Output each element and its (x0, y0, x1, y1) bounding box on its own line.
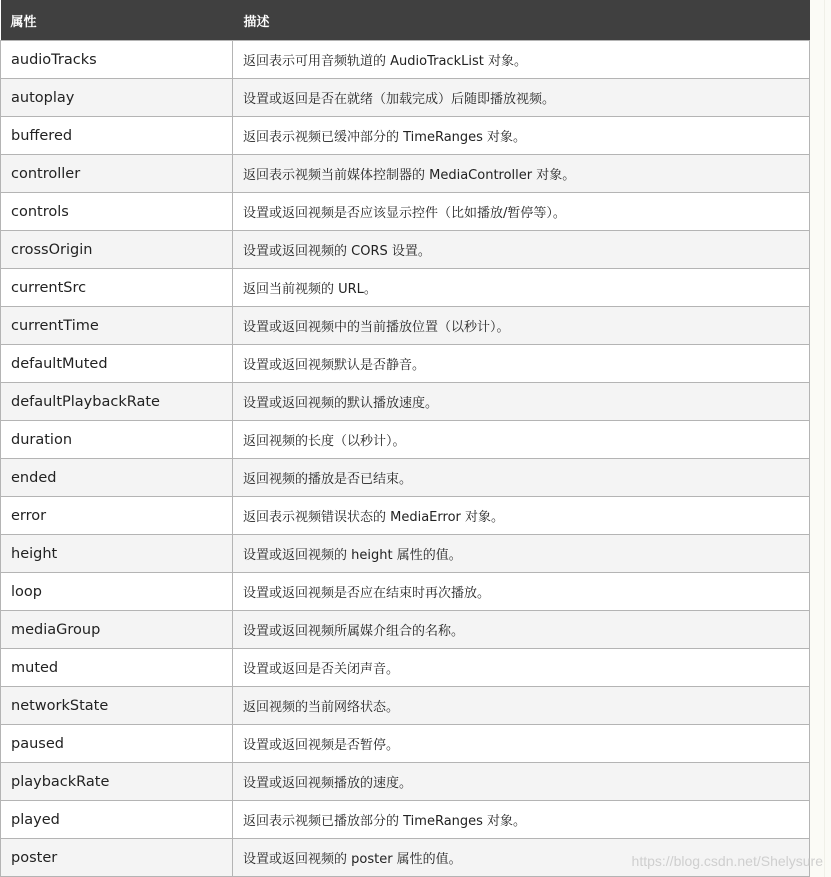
property-name: played (1, 801, 233, 839)
property-name: currentSrc (1, 269, 233, 307)
property-name: height (1, 535, 233, 573)
property-name: crossOrigin (1, 231, 233, 269)
property-name: duration (1, 421, 233, 459)
property-name: controller (1, 155, 233, 193)
property-description: 返回表示视频当前媒体控制器的 MediaController 对象。 (233, 155, 810, 193)
table-row (1, 193, 810, 231)
property-name: audioTracks (1, 41, 233, 79)
property-name: mediaGroup (1, 611, 233, 649)
table-row (1, 117, 810, 155)
property-description: 设置或返回视频中的当前播放位置（以秒计）。 (233, 307, 810, 345)
property-name: playbackRate (1, 763, 233, 801)
table-row (1, 269, 810, 307)
table-row (1, 611, 810, 649)
header-property: 属性 (1, 0, 233, 41)
property-name: networkState (1, 687, 233, 725)
property-name: error (1, 497, 233, 535)
table-header-row (1, 0, 810, 41)
page-divider (824, 0, 825, 877)
table-row (1, 687, 810, 725)
property-name: controls (1, 193, 233, 231)
table-row (1, 535, 810, 573)
table-row (1, 421, 810, 459)
table-row (1, 763, 810, 801)
property-name: defaultPlaybackRate (1, 383, 233, 421)
property-name: muted (1, 649, 233, 687)
property-description: 设置或返回视频是否应该显示控件（比如播放/暂停等）。 (233, 193, 810, 231)
table-row (1, 307, 810, 345)
property-description: 返回当前视频的 URL。 (233, 269, 810, 307)
table-row (1, 155, 810, 193)
property-description: 返回视频的当前网络状态。 (233, 687, 810, 725)
property-description: 设置或返回视频的 height 属性的值。 (233, 535, 810, 573)
property-description: 设置或返回视频的默认播放速度。 (233, 383, 810, 421)
property-description: 返回表示可用音频轨道的 AudioTrackList 对象。 (233, 41, 810, 79)
table-row (1, 79, 810, 117)
property-description: 设置或返回视频是否应在结束时再次播放。 (233, 573, 810, 611)
property-description: 设置或返回是否在就绪（加载完成）后随即播放视频。 (233, 79, 810, 117)
property-name: autoplay (1, 79, 233, 117)
property-description: 设置或返回视频播放的速度。 (233, 763, 810, 801)
table-row (1, 383, 810, 421)
property-description: 返回视频的长度（以秒计）。 (233, 421, 810, 459)
property-name: poster (1, 839, 233, 877)
table-row (1, 649, 810, 687)
property-description: 返回表示视频已播放部分的 TimeRanges 对象。 (233, 801, 810, 839)
table-row (1, 725, 810, 763)
property-description: 设置或返回视频所属媒介组合的名称。 (233, 611, 810, 649)
property-name: currentTime (1, 307, 233, 345)
property-description: 返回表示视频已缓冲部分的 TimeRanges 对象。 (233, 117, 810, 155)
header-description: 描述 (233, 0, 810, 41)
property-description: 设置或返回视频默认是否静音。 (233, 345, 810, 383)
property-description: 设置或返回是否关闭声音。 (233, 649, 810, 687)
property-description: 返回视频的播放是否已结束。 (233, 459, 810, 497)
property-name: defaultMuted (1, 345, 233, 383)
property-name: paused (1, 725, 233, 763)
table-row (1, 41, 810, 79)
table-row (1, 459, 810, 497)
table-row (1, 801, 810, 839)
property-description: 设置或返回视频是否暂停。 (233, 725, 810, 763)
table-row (1, 497, 810, 535)
property-description: 返回表示视频错误状态的 MediaError 对象。 (233, 497, 810, 535)
property-description: 设置或返回视频的 poster 属性的值。 (233, 839, 810, 877)
property-name: loop (1, 573, 233, 611)
watermark: https://blog.csdn.net/Shelysure (631, 853, 823, 869)
table-row (1, 231, 810, 269)
property-name: ended (1, 459, 233, 497)
property-description: 设置或返回视频的 CORS 设置。 (233, 231, 810, 269)
table-row (1, 573, 810, 611)
table-row (1, 345, 810, 383)
property-name: buffered (1, 117, 233, 155)
